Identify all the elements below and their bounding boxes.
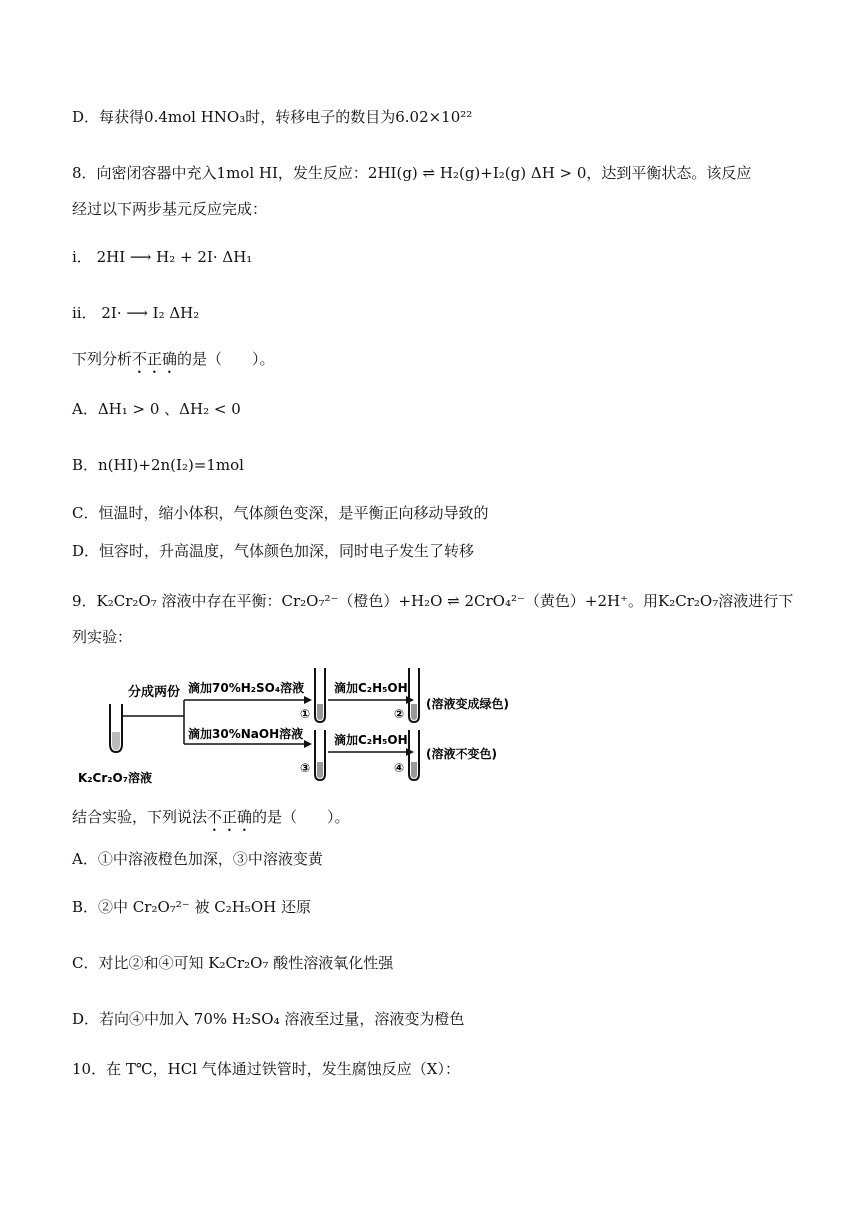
q8-step-2: ii． 2I· ⟶ I₂ ΔH₂ <box>72 304 200 322</box>
q9-prompt <box>72 806 350 835</box>
q8-prompt-a: 下列分析 <box>72 350 133 368</box>
q8-step-1: i． 2HI ⟶ H₂ + 2I· ΔH₁ <box>72 248 253 266</box>
source-label: K₂Cr₂O₇溶液 <box>78 771 152 785</box>
label-4: ④ <box>394 761 405 775</box>
q8-option-b: B．n(HI)+2n(I₂)=1mol <box>72 456 244 474</box>
q9-stem-line2: 列实验： <box>72 628 133 646</box>
label-3: ③ <box>300 761 311 775</box>
result-4-label: (溶液不变色) <box>426 747 497 761</box>
q8-stem-line2: 经过以下两步基元反应完成： <box>72 200 268 218</box>
base-add-label: 滴加30%NaOH溶液 <box>188 727 304 741</box>
q7-option-d: D．每获得0.4mol HNO₃时，转移电子的数目为6.02×10²² <box>72 108 473 126</box>
ethanol-add-label-1: 滴加C₂H₅OH <box>334 681 408 695</box>
q8-stem-line1: 8．向密闭容器中充入1mol HI，发生反应：2HI(g) ⇌ H₂(g)+I₂(g) ΔH > 0，达到平衡状态。该反应 <box>72 164 752 182</box>
q9-option-d: D．若向④中加入 70% H₂SO₄ 溶液至过量，溶液变为橙色 <box>72 1010 465 1028</box>
label-1: ① <box>300 707 311 721</box>
test-tube-2 <box>409 668 419 722</box>
q8-prompt-b: 的是（ ）。 <box>177 350 275 368</box>
source-test-tube <box>110 704 122 752</box>
q9-option-b: B．②中 Cr₂O₇²⁻ 被 C₂H₅OH 还原 <box>72 898 311 916</box>
q8-prompt-emphasis: 不正确 <box>132 350 178 368</box>
experiment-diagram <box>72 660 532 790</box>
q8-option-d: D．恒容时，升高温度，气体颜色加深，同时电子发生了转移 <box>72 542 475 560</box>
q9-prompt-b: 的是（ ）。 <box>252 808 350 826</box>
split-label: 分成两份 <box>128 685 181 700</box>
q9-option-a: A．①中溶液橙色加深，③中溶液变黄 <box>72 850 323 868</box>
test-tube-4 <box>409 730 419 780</box>
q8-prompt <box>72 348 275 377</box>
q10-stem: 10．在 T℃，HCl 气体通过铁管时，发生腐蚀反应（X）： <box>72 1060 460 1078</box>
q9-prompt-emphasis: 不正确 <box>207 808 253 826</box>
acid-add-label: 滴加70%H₂SO₄溶液 <box>188 681 305 695</box>
test-tube-1 <box>315 668 325 722</box>
q9-stem-line1: 9．K₂Cr₂O₇ 溶液中存在平衡：Cr₂O₇²⁻（橙色）+H₂O ⇌ 2CrO₄²⁻（黄色）+2H⁺。用K₂Cr₂O₇溶液进行下 <box>72 592 794 610</box>
q9-option-c: C．对比②和④可知 K₂Cr₂O₇ 酸性溶液氧化性强 <box>72 954 394 972</box>
label-2: ② <box>394 707 405 721</box>
test-tube-3 <box>315 730 325 780</box>
result-2-label: (溶液变成绿色) <box>426 697 509 711</box>
q8-option-c: C．恒温时，缩小体积，气体颜色变深，是平衡正向移动导致的 <box>72 504 489 522</box>
q8-option-a: A．ΔH₁ > 0 、ΔH₂ < 0 <box>72 400 241 418</box>
ethanol-add-label-2: 滴加C₂H₅OH <box>334 733 408 747</box>
q9-prompt-a: 结合实验，下列说法 <box>72 808 208 826</box>
